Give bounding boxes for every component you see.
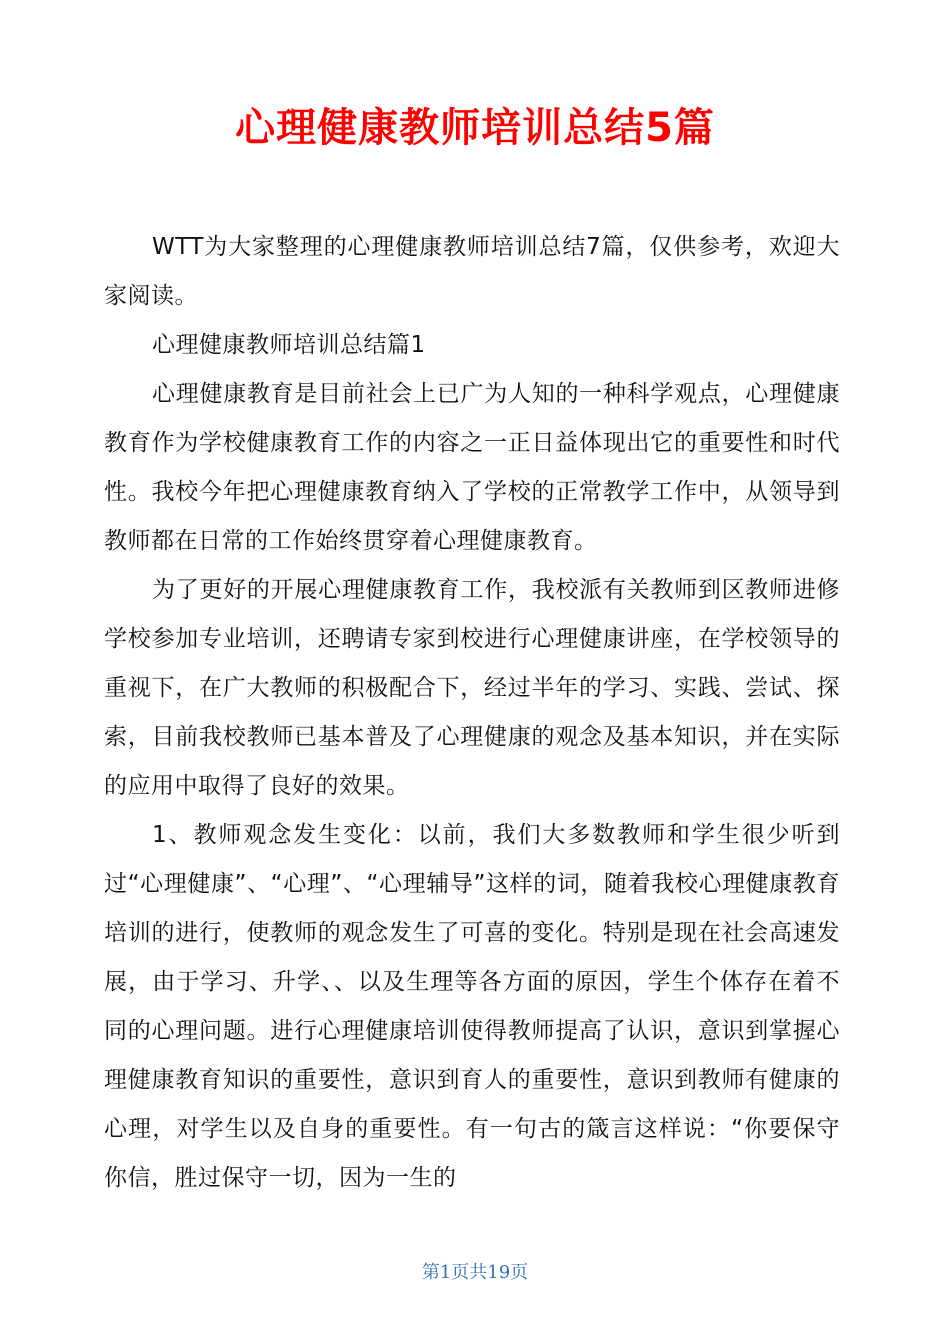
document-title: 心理健康教师培训总结5篇 bbox=[235, 105, 715, 151]
page-footer: 第1页共19页 bbox=[421, 1262, 529, 1283]
body-paragraph: 1、教师观念发生变化：以前，我们大多数教师和学生很少听到过“心理健康”、“心理”、“心理辅导”这样的词，随着我校心理健康教育培训的进行，使教师的观念发生了可喜的变化。特别是现在社会高速发展，由于学习、升学、、以及生理等各方面的原因，学生个体存在着不同的心理问题。进行心理健康培训使得教师提高了认识，意识到掌握心理健康教育知识的重要性，意识到育人的重要性，意识到教师有健康的心理，对学生以及自身的重要性。有一句古的箴言这样说：“你要保守你信，胜过保守一切，因为一生的 bbox=[104, 822, 840, 1191]
body-paragraph: 心理健康教育是目前社会上已广为人知的一种科学观点，心理健康教育作为学校健康教育工作的内容之一正日益体现出它的重要性和时代性。我校今年把心理健康教育纳入了学校的正常教学工作中，从领导到教师都在日常的工作始终贯穿着心理健康教育。 bbox=[104, 381, 840, 554]
document-body bbox=[104, 223, 840, 1203]
intro-paragraph: WTT为大家整理的心理健康教师培训总结7篇，仅供参考，欢迎大家阅读。 bbox=[104, 234, 840, 309]
body-paragraph: 为了更好的开展心理健康教育工作，我校派有关教师到区教师进修学校参加专业培训，还聘请专家到校进行心理健康讲座，在学校领导的重视下，在广大教师的积极配合下，经过半年的学习、实践、尝试、探索，目前我校教师已基本普及了心理健康的观念及基本知识，并在实际的应用中取得了良好的效果。 bbox=[104, 577, 840, 799]
section-heading: 心理健康教师培训总结篇1 bbox=[152, 332, 426, 358]
